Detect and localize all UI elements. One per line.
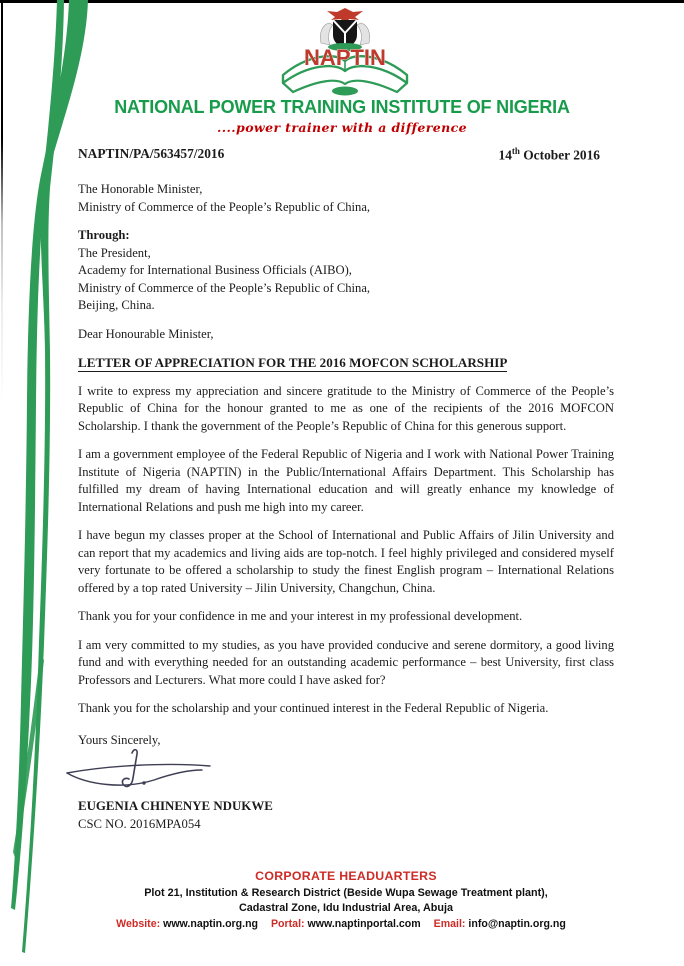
reference-row	[78, 146, 600, 163]
recipient-line: The Honorable Minister,	[78, 182, 203, 196]
recipient-line: Ministry of Commerce of the People’s Republic of China,	[78, 199, 371, 214]
naptin-logo	[277, 7, 413, 97]
horse-right-icon	[357, 23, 370, 45]
recipient-block	[78, 181, 614, 216]
letter-body	[78, 181, 614, 729]
closing-phrase: Yours Sincerely,	[78, 733, 161, 747]
through-block	[78, 227, 614, 315]
website-value: www.naptin.org.ng	[163, 918, 259, 930]
logo-wordmark: NAPTIN	[304, 45, 386, 70]
org-name: NATIONAL POWER TRAINING INSTITUTE OF NIGERIA	[114, 97, 570, 117]
signer-id: CSC NO. 2016MPA054	[78, 817, 201, 831]
email-label: Email:	[433, 918, 466, 930]
date-rest: October 2016	[519, 147, 600, 163]
footer-address-line2: Cadastral Zone, Idu Industrial Area, Abuja	[239, 902, 453, 914]
footer-heading: CORPORATE HEADUARTERS	[255, 869, 437, 883]
subject-text: LETTER OF APPRECIATION FOR THE 2016 MOFCON SCHOLARSHIP	[78, 355, 508, 370]
through-line: Beijing, China.	[78, 298, 155, 312]
body-paragraph: Thank you for the scholarship and your continued interest in the Federal Republic of Nigeria.	[78, 701, 549, 715]
body-paragraph: Thank you for your confidence in me and your interest in my professional development.	[78, 609, 523, 623]
footer-address-line1: Plot 21, Institution & Research District (Beside Wupa Sewage Treatment plant),	[144, 887, 548, 899]
org-tagline: ....power trainer with a difference	[217, 120, 467, 135]
website-label: Website:	[116, 918, 161, 930]
through-line: Academy for International Business Officials (AIBO),	[78, 263, 352, 277]
footer	[74, 869, 618, 930]
body-paragraph: I am a government employee of the Federal Republic of Nigeria and I work with National Power Training Institute of Nigeria (NAPTIN) in the Public/International Affairs Department. This Scholarship has fulfilled my dream of having International education and will greatly enhance my knowledge of International Relations and push me high into my career.	[78, 447, 614, 514]
footer-links	[74, 918, 618, 930]
email-value: info@naptin.org.ng	[468, 918, 566, 930]
horse-left-icon	[320, 23, 333, 45]
date-day: 14	[498, 147, 512, 163]
date-ordinal: th	[511, 146, 520, 156]
body-paragraph: I write to express my appreciation and sincere gratitude to the Ministry of Commerce of the People’s Republic of China for the honour granted to me as one of the recipients of the 2016 MOFCON Scholarship. I thank the government of the People’s Republic of China for this generous support.	[78, 383, 614, 433]
through-line: The President,	[78, 245, 151, 260]
letter-date	[499, 146, 601, 163]
through-label: Through:	[78, 228, 130, 242]
body-paragraph: I have begun my classes proper at the School of International and Public Affairs of Jilin University and can report that my academics and living aids are top-notch. I feel highly privileged and considered myself very fortunate to be offered a scholarship to study the finest English program – International Relations offered by a top rated University – Jilin University, Changchun, China.	[78, 528, 614, 595]
signer-name: EUGENIA CHINENYE NDUKWE	[78, 799, 273, 813]
body-paragraph: I am very committed to my studies, as you have provided conducive and serene dormitory, a good living fund and with everything needed for an outstanding academic performance – best University, first class Professors and Lecturers. What more could I have asked for?	[78, 637, 614, 687]
through-line: Ministry of Commerce of the People’s Republic of China,	[78, 280, 371, 295]
handwritten-signature	[64, 747, 214, 799]
portal-value: www.naptinportal.com	[307, 918, 421, 930]
reference-number: NAPTIN/PA/563457/2016	[78, 146, 225, 161]
portal-label: Portal:	[270, 918, 305, 930]
salutation: Dear Honourable Minister,	[78, 326, 214, 341]
subject-line	[78, 354, 614, 372]
